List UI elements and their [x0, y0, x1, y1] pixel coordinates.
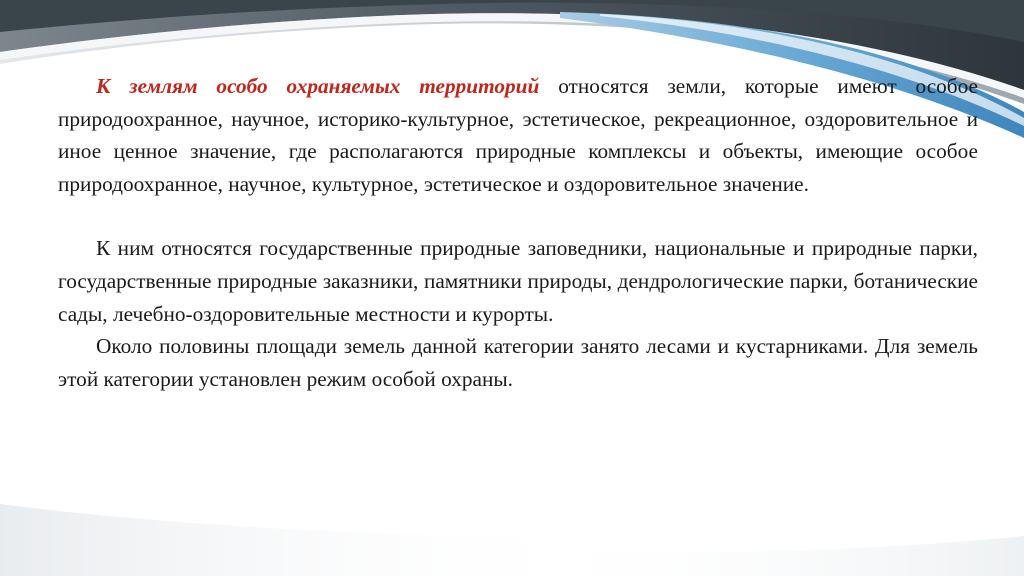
- bottom-decorative-swoosh: [0, 486, 1024, 576]
- paragraph-forests: Около половины площади земель данной категории занято лесами и кустарниками. Для земель этой категории установлен режим особой охраны.: [58, 334, 978, 391]
- definition-text: относятся земли, которые имеют особое природоохранное, научное, историко-культурное, эстетическое, рекреационное, оздоровительное и иное ценное значение, где располагаются природные комплексы и объекты, имеющие особое природоохранное, научное, культурное, эстетическое и оздоровительное значение.: [58, 74, 978, 196]
- slide-body: [58, 70, 978, 395]
- paragraph-definition: [58, 70, 978, 200]
- definition-term: К землям особо охраняемых территорий: [96, 74, 540, 98]
- paragraph-categories: К ним относятся государственные природные заповедники, национальные и природные парки, государственные природные заказники, памятники природы, дендрологические парки, ботанические сады, лечебно-оздоровительные местности и курорты.: [58, 236, 978, 326]
- paragraph-spacer: [58, 200, 978, 232]
